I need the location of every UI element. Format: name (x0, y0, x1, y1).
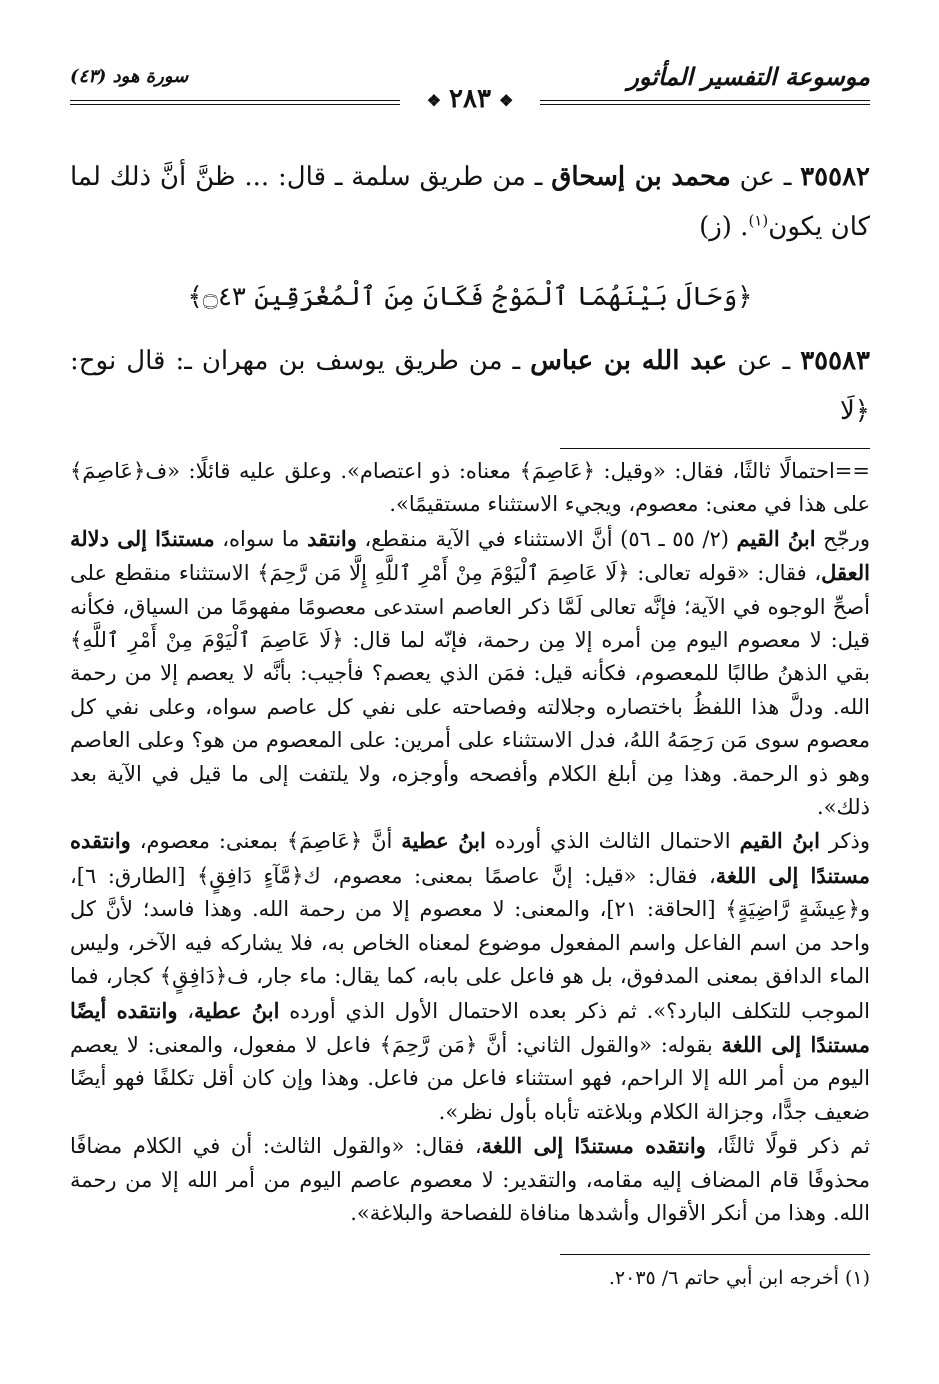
note-emphasis: مستندًا إلى دلالة العقل (70, 525, 870, 586)
entry-number: ٣٥٥٨٢ (800, 162, 870, 192)
book-title: موسوعة التفسير المأثور (627, 62, 870, 91)
main-text (70, 152, 870, 436)
note-text: (٢/ ٥٥ ـ ٥٦) أنَّ الاستثناء في الآية منقطع، (356, 526, 737, 551)
note-emphasis: وانتقده مستندًا إلى اللغة (481, 1133, 706, 1159)
scholar-name: ابنُ عطية (401, 828, 486, 854)
note-text: وذكر (819, 829, 870, 854)
entry-tail: . (ز) (699, 212, 749, 242)
header-divider (70, 100, 870, 108)
note-paragraph (70, 522, 870, 825)
entry-text: ـ من طريق يوسف بن مهران ـ: قال نوح: ﴿لَا (70, 346, 870, 426)
commentary-notes (70, 455, 870, 1230)
note-emphasis: وانتقده أيضًا مستندًا إلى اللغة (70, 997, 870, 1057)
page-header (70, 56, 870, 114)
note-text: ما سواه، (214, 526, 308, 551)
note-text: بقوله: «والقول الثاني: أنَّ ﴿مَن رَّحِمَ﴾ فاعل لا مفعول، والمعنى: لا يعصم اليوم من أمر الله إلا الراحم، فهو استثناء فاعل من فاعل. وهذا وإن كان أقل تكلفًا فهو أيضًا ضعيف جدًّا، وجزالة الكلام وبلاغته تأباه بأول نظر». (70, 1032, 870, 1124)
entry-35582 (70, 152, 870, 252)
scholar-name: ابنُ عطية (194, 997, 280, 1023)
note-text: ، فقال: «والقول الثالث: أن في الكلام مضافًا محذوفًا قام المضاف إليه مقامه، والتقدير: لا معصوم عاصم اليوم من أمر الله إلا من رحمة الله. وهذا من أنكر الأقوال وأشدها منافاة للفصاحة والبلاغة». (70, 1134, 870, 1225)
surah-label: سورة هود (٤٣) (70, 66, 189, 87)
note-text: ورجّح (815, 526, 870, 551)
scholar-name: ابنُ القيم (739, 828, 820, 854)
note-text: ، (177, 998, 195, 1023)
footnote: (١) أخرجه ابن أبي حاتم ٦/ ٢٠٣٥. (608, 1267, 870, 1290)
entry-text: ـ عن (727, 346, 801, 376)
quran-verse: ﴿وَحَالَ بَيْنَهُمَا ٱلْمَوْجُ فَكَانَ مِنَ ٱلْمُغْرَقِينَ ۝٤٣﴾ (187, 282, 753, 312)
narrator-name: محمد بن إسحاق (551, 162, 731, 192)
entry-text: ـ عن (730, 162, 801, 192)
note-paragraph: ==احتمالًا ثالثًا، فقال: «وقيل: ﴿عَاصِمَ﴾ معناه: ذو اعتصام». وعلق عليه قائلًا: «ف﴿عَاصِمَ﴾ على هذا في معنى: معصوم، ويجيء الاستثناء مستقيمًا». (70, 459, 870, 517)
note-text: ، فقال: «قيل: إنَّ عاصمًا بمعنى: معصوم، ك﴿مَّآءٍ دَافِقٍ﴾ [الطارق: ٦]، و﴿عِيشَةٍ رَّاضِيَةٍ﴾ [الحاقة: ٢١]، والمعنى: لا معصوم إلا من رحمة الله. وهذا فاسد؛ لأنَّ كل واحد من اسم الفاعل واسم المفعول موضوع لمعناه الخاص به، فلا يشاركه فيه الآخر، وليس الماء الدافق بمعنى المدفوق، بل هو فاعل على بابه، كما يقال: ماء جار، ف﴿دَافِقٍ﴾ كجار، فما الموجب للتكلف البارد؟». ثم ذكر بعده الاحتمال الأول الذي أورده (70, 863, 871, 1023)
note-paragraph (70, 1129, 870, 1230)
page-number: ٢٨٣ (449, 84, 491, 114)
page-number-block (419, 84, 522, 114)
note-text: الاحتمال الثالث الذي أورده (485, 829, 740, 854)
entry-number: ٣٥٥٨٣ (800, 346, 871, 376)
ornament-icon: ❖ (426, 90, 442, 110)
ornament-icon: ❖ (498, 90, 514, 110)
note-text: ، فقال: «قوله تعالى: ﴿لَا عَاصِمَ ٱلْيَوْمَ مِنْ أَمْرِ ٱللَّهِ إِلَّا مَن رَّحِمَ﴾ الاستثناء منقطع على أصحِّ الوجوه في الآية؛ فإنَّه تعالى لَمَّا ذكر العاصم استدعى معصومًا مفهومًا من السياق، فكأنه قيل: لا معصوم اليوم مِن أمره إلا مِن رحمة، فإنّه لما قال: ﴿لَا عَاصِمَ ٱلْيَوْمَ مِنْ أَمْرِ ٱللَّهِ﴾ بقي الذهنُ طالبًا للمعصوم، فكأنه قيل: فمَن الذي يعصم؟ فأجيب: بأنَّه لا يعصم إلا من رحمة الله. ودلَّ هذا اللفظُ باختصاره وجلالته وفصاحته على نفي كل عاصم سواه، وعلى نفي كل معصوم سوى مَن رَحِمَهُ اللهُ، فدل الاستثناء على أمرين: على المعصوم من هو؟ وعلى العاصم وهو ذو الرحمة. وهذا مِن أبلغ الكلام وأفصحه وأوجزه، ولا يلتفت إلى ما قيل في الآية بعد ذلك». (70, 561, 870, 820)
scholar-name: ابنُ القيم (736, 525, 816, 551)
note-text: أنَّ ﴿عَاصِمَ﴾ بمعنى: معصوم، (130, 829, 402, 854)
note-emphasis: وانتقده مستندًا إلى اللغة (70, 828, 870, 888)
entry-35583 (70, 336, 870, 436)
entry-text: ـ من طريق سلمة ـ قال: ... ظنَّ أنَّ ذلك لما كان يكون (70, 162, 870, 242)
header-rule-right (540, 100, 870, 105)
note-text: ثم ذكر قولًا ثالثًا، (705, 1134, 870, 1159)
narrator-name: عبد الله بن عباس (530, 346, 728, 376)
header-rule-left (70, 100, 400, 105)
note-paragraph (70, 824, 870, 1129)
notes-divider (560, 448, 870, 449)
note-emphasis: وانتقد (307, 525, 357, 551)
page (70, 56, 870, 1293)
footnote-marker[interactable]: (١) (748, 211, 769, 230)
footnote-divider (560, 1254, 870, 1255)
